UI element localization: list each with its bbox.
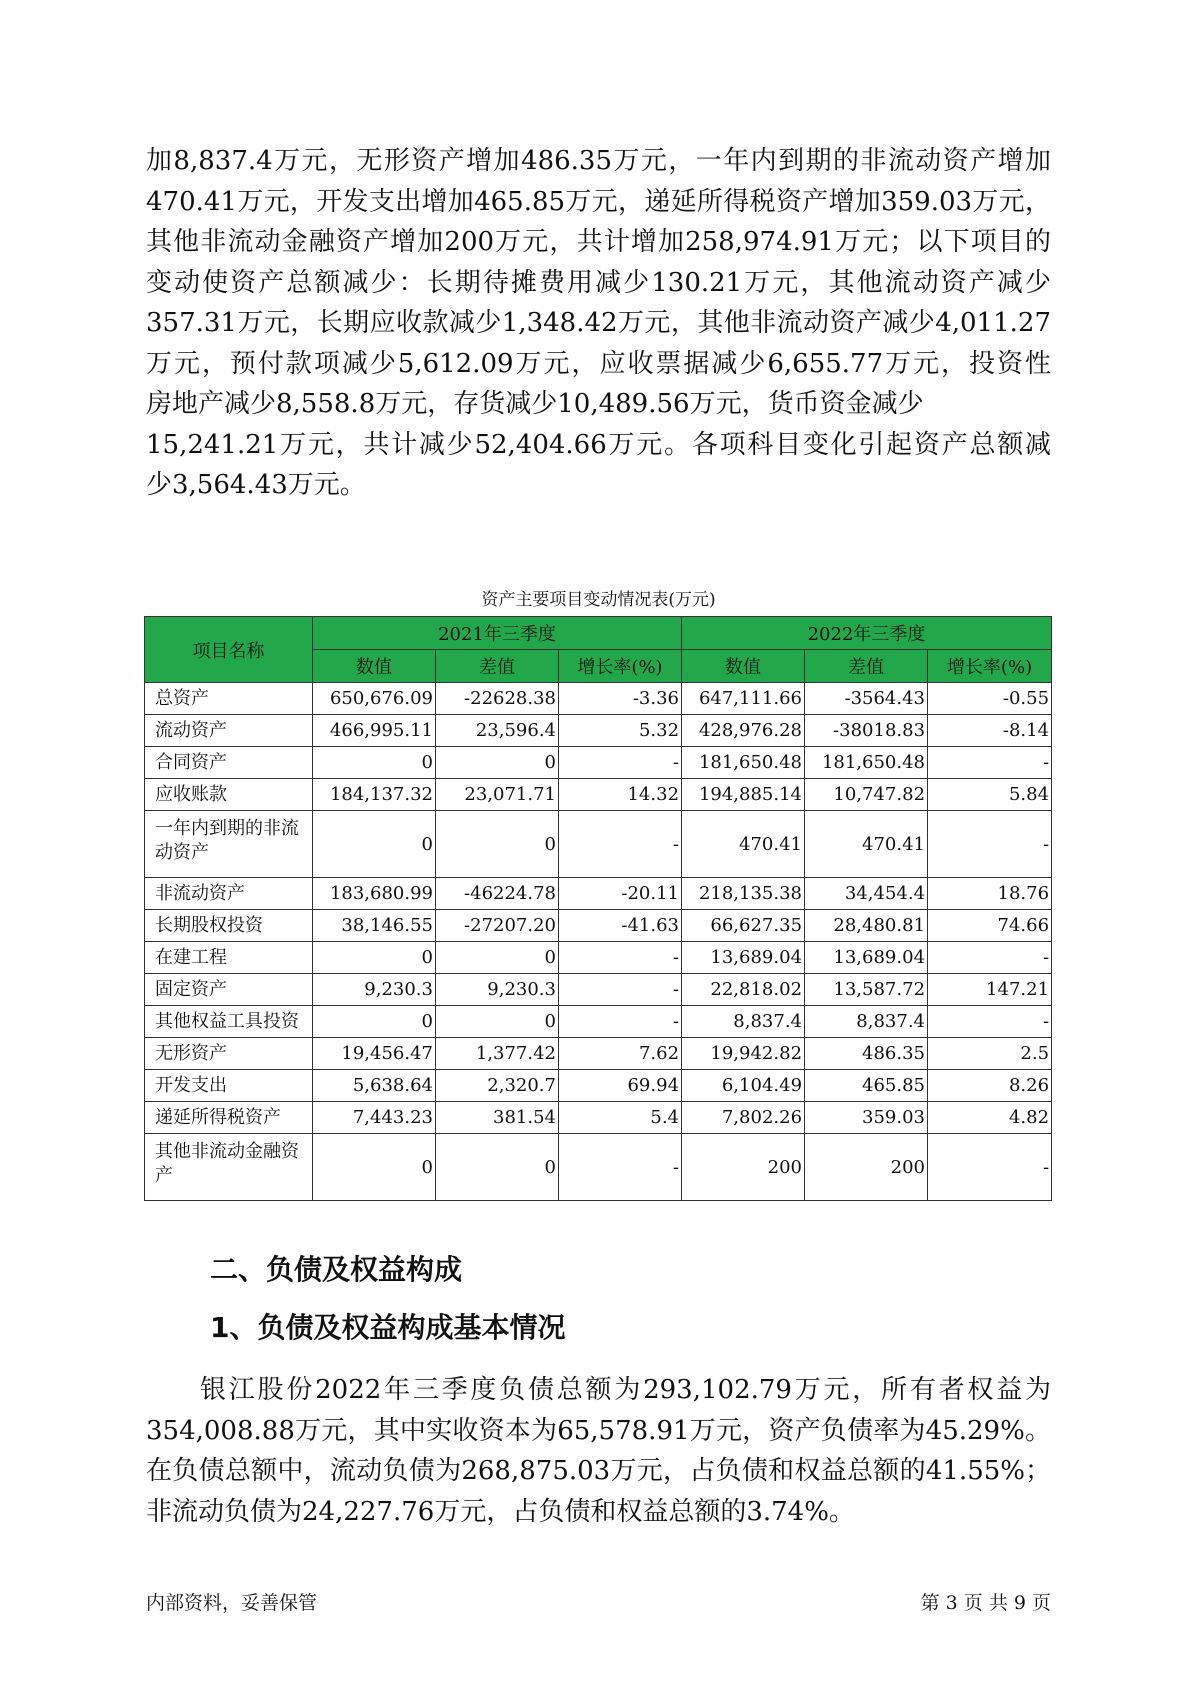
table-cell: 10,747.82 [805,779,928,811]
row-label: 固定资产 [145,974,313,1006]
table-cell: 66,627.35 [682,910,805,942]
table-cell: - [559,811,682,878]
table-cell: 5.84 [928,779,1052,811]
header-period-2021: 2021年三季度 [313,617,682,650]
table-cell: -22628.38 [436,683,559,715]
row-label: 无形资产 [145,1038,313,1070]
section-line: 非流动负债为24,227.76万元，占负债和权益总额的3.74%。 [146,1496,855,1527]
table-cell: 466,995.11 [313,715,436,747]
table-cell: 5,638.64 [313,1070,436,1102]
table-cell: 470.41 [682,811,805,878]
row-label: 开发支出 [145,1070,313,1102]
table-row [145,779,1052,811]
section-line: 在负债总额中，流动负债为268,875.03万元，占负债和权益总额的41.55%； [146,1456,1051,1486]
header-period-2022: 2022年三季度 [682,617,1052,650]
table-cell: 0 [313,811,436,878]
table-cell: 1,377.42 [436,1038,559,1070]
table-cell: 13,689.04 [805,942,928,974]
table-cell: 0 [313,942,436,974]
header-difference: 差值 [436,650,559,683]
table-cell: -38018.83 [805,715,928,747]
table-cell: 200 [682,1134,805,1201]
section-paragraph [146,1370,1051,1532]
table-cell: 200 [805,1134,928,1201]
table-cell: 181,650.48 [682,747,805,779]
table-cell: 0 [313,1134,436,1201]
table-row [145,974,1052,1006]
header-growth-rate: 增长率(%) [928,650,1052,683]
table-cell: 74.66 [928,910,1052,942]
table-cell: 8,837.4 [805,1006,928,1038]
footer-confidential-note: 内部资料，妥善保管 [146,1592,318,1614]
table-cell: 34,454.4 [805,878,928,910]
body-line: 15,241.21万元，共计减少52,404.66万元。各项科目变化引起资产总额减 [146,429,1051,460]
section-line: 银江股份2022年三季度负债总额为293,102.79万元，所有者权益为 [200,1375,1051,1405]
table-cell: -0.55 [928,683,1052,715]
row-label: 流动资产 [145,715,313,747]
header-value: 数值 [682,650,805,683]
table-caption: 资产主要项目变动情况表(万元) [481,590,716,610]
table-cell: 7,443.23 [313,1102,436,1134]
table-cell: 470.41 [805,811,928,878]
table-cell: - [559,974,682,1006]
table-cell: - [559,1134,682,1201]
table-cell: 428,976.28 [682,715,805,747]
table-cell: 359.03 [805,1102,928,1134]
table-cell: 181,650.48 [805,747,928,779]
body-line: 470.41万元，开发支出增加465.85万元，递延所得税资产增加359.03万元， [146,186,1051,217]
row-label: 其他非流动金融资产 [145,1134,313,1201]
table-row [145,747,1052,779]
table-cell: 6,104.49 [682,1070,805,1102]
table-cell: -3564.43 [805,683,928,715]
table-cell: 19,942.82 [682,1038,805,1070]
header-difference: 差值 [805,650,928,683]
table-cell: - [928,942,1052,974]
table-cell: 183,680.99 [313,878,436,910]
row-label: 其他权益工具投资 [145,1006,313,1038]
table-cell: 69.94 [559,1070,682,1102]
table-cell: - [559,747,682,779]
table-cell: -41.63 [559,910,682,942]
table-cell: 0 [436,747,559,779]
table-cell: - [928,1006,1052,1038]
body-paragraph [146,141,1051,506]
table-cell: -46224.78 [436,878,559,910]
header-growth-rate: 增长率(%) [559,650,682,683]
header-value: 数值 [313,650,436,683]
table-cell: 23,071.71 [436,779,559,811]
row-label: 总资产 [145,683,313,715]
table-row [145,1134,1052,1201]
table-row [145,1070,1052,1102]
asset-change-table [144,616,1052,1201]
table-cell: 0 [436,1006,559,1038]
table-cell: 13,689.04 [682,942,805,974]
table-row [145,811,1052,878]
table-cell: 0 [313,1006,436,1038]
table-cell: 38,146.55 [313,910,436,942]
table-cell: 486.35 [805,1038,928,1070]
table-cell: 381.54 [436,1102,559,1134]
table-cell: 147.21 [928,974,1052,1006]
table-cell: 28,480.81 [805,910,928,942]
body-line: 万元，预付款项减少5,612.09万元，应收票据减少6,655.77万元，投资性 [146,348,1051,379]
body-line: 变动使资产总额减少：长期待摊费用减少130.21万元，其他流动资产减少 [146,267,1051,298]
table-cell: 465.85 [805,1070,928,1102]
table-cell: -27207.20 [436,910,559,942]
row-label: 递延所得税资产 [145,1102,313,1134]
table-cell: 184,137.32 [313,779,436,811]
table-cell: 9,230.3 [313,974,436,1006]
table-cell: - [928,811,1052,878]
table-cell: 2,320.7 [436,1070,559,1102]
row-label: 一年内到期的非流动资产 [145,811,313,878]
table-row [145,683,1052,715]
table-cell: 194,885.14 [682,779,805,811]
table-cell: -20.11 [559,878,682,910]
header-item-name: 项目名称 [145,617,313,683]
table-cell: 5.32 [559,715,682,747]
table-cell: 9,230.3 [436,974,559,1006]
table-cell: 5.4 [559,1102,682,1134]
table-cell: 647,111.66 [682,683,805,715]
row-label: 长期股权投资 [145,910,313,942]
table-cell: 7,802.26 [682,1102,805,1134]
row-label: 应收账款 [145,779,313,811]
body-line: 其他非流动金融资产增加200万元，共计增加258,974.91万元；以下项目的 [146,227,1051,257]
table-cell: -8.14 [928,715,1052,747]
table-cell: 0 [436,811,559,878]
table-cell: 8.26 [928,1070,1052,1102]
table-cell: - [928,747,1052,779]
section-subheading: 1、负债及权益构成基本情况 [210,1311,566,1344]
row-label: 合同资产 [145,747,313,779]
row-label: 非流动资产 [145,878,313,910]
body-line: 加8,837.4万元，无形资产增加486.35万元，一年内到期的非流动资产增加 [146,146,1051,176]
table-cell: 18.76 [928,878,1052,910]
table-row [145,1102,1052,1134]
table-row [145,715,1052,747]
table-row [145,1038,1052,1070]
table-row [145,910,1052,942]
table-body [145,683,1052,1201]
table-cell: 23,596.4 [436,715,559,747]
table-cell: 218,135.38 [682,878,805,910]
table-cell: 22,818.02 [682,974,805,1006]
table-row [145,942,1052,974]
section-line: 354,008.88万元，其中实收资本为65,578.91万元，资产负债率为45.29%。 [146,1415,1051,1446]
table-cell: 650,676.09 [313,683,436,715]
table-cell: 0 [313,747,436,779]
footer-page-number: 第 3 页 共 9 页 [920,1592,1051,1614]
table-cell: 2.5 [928,1038,1052,1070]
row-label: 在建工程 [145,942,313,974]
table-cell: 0 [436,1134,559,1201]
body-line: 357.31万元，长期应收款减少1,348.42万元，其他非流动资产减少4,011.27 [146,308,1051,338]
table-cell: - [928,1134,1052,1201]
table-row [145,878,1052,910]
table-cell: 14.32 [559,779,682,811]
table-cell: 8,837.4 [682,1006,805,1038]
body-line: 房地产减少8,558.8万元，存货减少10,489.56万元，货币资金减少 [146,389,924,419]
table-cell: - [559,1006,682,1038]
table-cell: - [559,942,682,974]
table-cell: 19,456.47 [313,1038,436,1070]
table-row [145,1006,1052,1038]
table-cell: 13,587.72 [805,974,928,1006]
table-cell: 4.82 [928,1102,1052,1134]
table-cell: 0 [436,942,559,974]
table-cell: 7.62 [559,1038,682,1070]
section-heading: 二、负债及权益构成 [210,1253,463,1286]
body-line: 少3,564.43万元。 [146,470,366,500]
table-cell: -3.36 [559,683,682,715]
